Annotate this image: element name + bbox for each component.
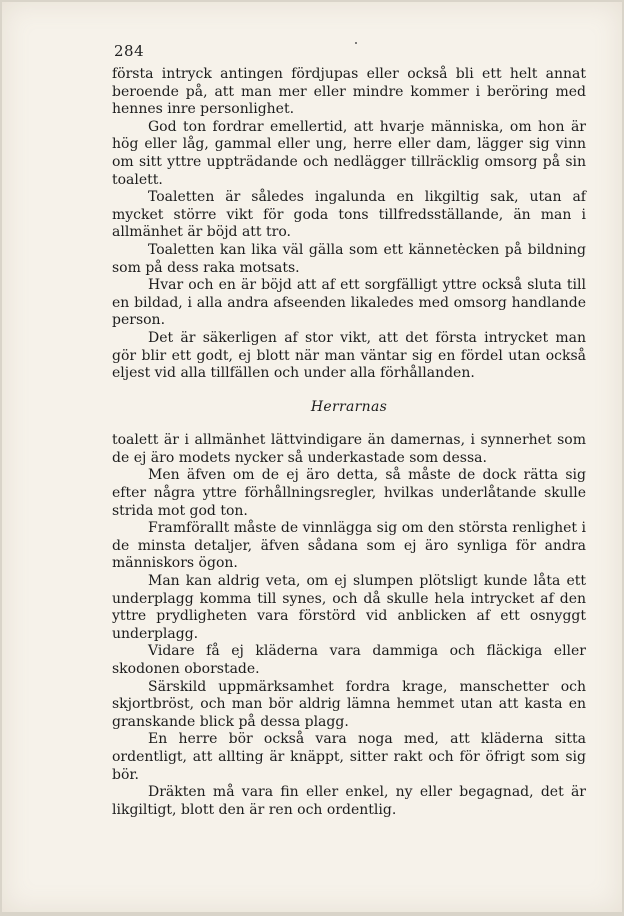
paragraph: Särskild uppmärksamhet fordra krage, manschetter och skjortbröst, och man bör aldrig lämna hemmet utan att kasta en granskande blick på dessa plagg.	[112, 678, 586, 730]
paragraph: En herre bör också vara noga med, att kläderna sitta ordentligt, att allting är knäppt, sitter rakt och för öfrigt som sig bör.	[112, 731, 586, 783]
paragraph: Man kan aldrig veta, om ej slumpen plötsligt kunde låta ett underplagg komma till synes, och då skulle hela intrycket af den yttre prydligheten vara förstörd vid anblicken af ett osnyggt underplagg.	[112, 573, 586, 642]
paragraph: toalett är i allmänhet lättvindigare än damernas, i synnerhet som de ej äro modets nycker så underkastade som dessa.	[112, 432, 586, 466]
paragraph: första intryck antingen fördjupas eller också bli ett helt annat beroende på, att man mer eller mindre kommer i beröring med hennes inre personlighet.	[112, 66, 586, 118]
paragraph: God ton fordrar emellertid, att hvarje människa, om hon är hög eller låg, gammal eller ung, herre eller dam, lägger sig vinn om sitt yttre uppträdande och nedlägger tillräcklig omsorg på sin toalett.	[112, 118, 586, 188]
paragraph: Toaletten kan lika väl gälla som ett kännetecken på bildning som på dess raka motsats.	[112, 241, 586, 276]
body-text	[112, 66, 586, 819]
paragraph: Men äfven om de ej äro detta, så måste de dock rätta sig efter några yttre förhållningsregler, hvilkas underlåtande skulle strida mot god ton.	[112, 467, 586, 519]
paragraph: Dräkten må vara fin eller enkel, ny eller begagnad, det är likgiltigt, blott den är ren och ordentlig.	[112, 784, 586, 818]
paragraph: Toaletten är således ingalunda en likgiltig sak, utan af mycket större vikt för goda tons tillfredsställande, än man i allmänhet är böjd att tro.	[112, 189, 586, 241]
ink-speck	[355, 42, 357, 44]
paragraph: Vidare få ej kläderna vara dammiga och fläckiga eller skodonen oborstade.	[112, 643, 586, 677]
book-page	[2, 2, 622, 912]
section-heading: Herrarnas	[310, 398, 388, 415]
page-number: 284	[114, 42, 145, 60]
paragraph: Hvar och en är böjd att af ett sorgfälligt yttre också sluta till en bildad, i alla andra afseenden likaledes med omsorg handlande person.	[112, 277, 586, 329]
paragraph: Det är säkerligen af stor vikt, att det första intrycket man gör blir ett godt, ej blott när man väntar sig en fördel utan också eljest vid alla tillfällen och under alla förhållanden.	[112, 329, 586, 382]
paragraph: Framförallt måste de vinnlägga sig om den största renlighet i de minsta detaljer, äfven sådana som ej äro synliga för andra människors ögon.	[112, 520, 586, 572]
